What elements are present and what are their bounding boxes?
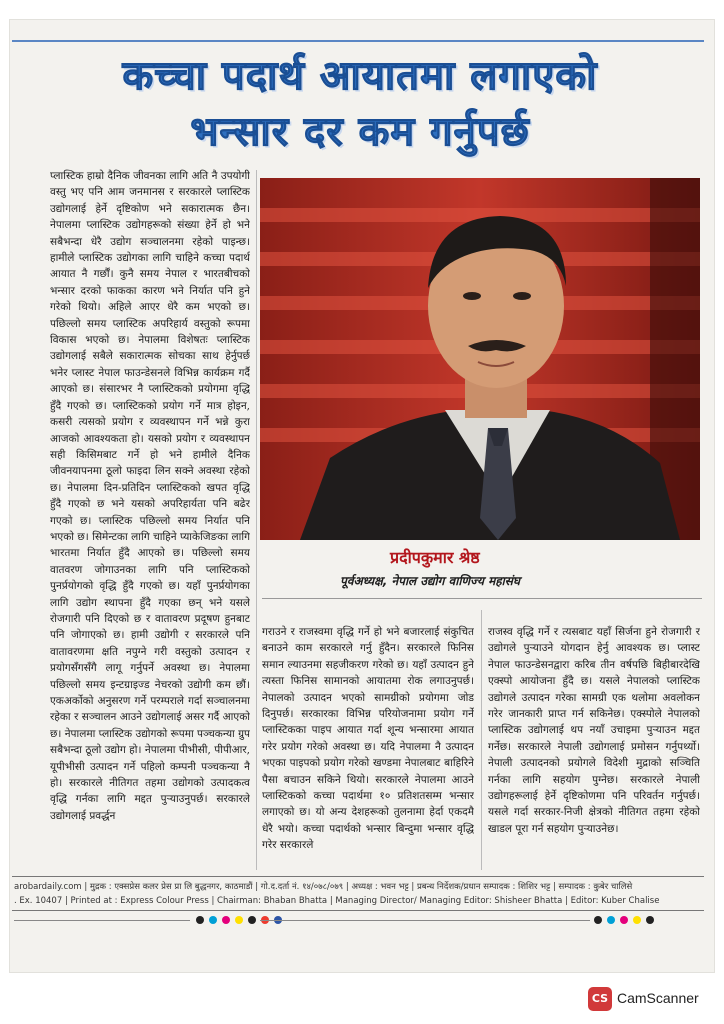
column-divider <box>256 170 257 870</box>
article-column-1: प्लास्टिक हाम्रो दैनिक जीवनका लागि अति नै उपयोगी वस्तु भए पनि आम जनमानस र सरकारले प्लास्टिक उद्योगलाई हेर्ने दृष्टिकोण भने सकारात्मक छैन। नेपालमा प्लास्टिक उद्योगहरूको संख्या हेर्ने हो भने सबैभन्दा धेरै उद्योग सञ्चालनमा रहेको पाइन्छ। हामीले प्लास्टिक उद्योगका लागि चाहिने कच्चा पदार्थ आयात नै गर्छौं। कुनै समय नेपाल र भारतबीचको भन्सार दरको फाकका कारण भने निर्यात पनि हुने गरेको थियो। अहिले आएर धेरै कम भएको छ। पछिल्लो समय प्लास्टिक अपरिहार्य वस्तुको रूपमा विकास भएको छ। नेपालमा विशेषतः प्लास्टिक उद्योगलाई सबैले सकारात्मक सोचका साथ हेर्नुपर्छ भनेर प्लास्ट नेपाल फाउन्डेसनले विभिन्न कार्यक्रम गर्दै आएको छ। संसारभर नै प्लास्टिकको प्रयोगमा वृद्धि हुँदै गएको छ। प्लास्टिकको प्रयोग गर्ने मात्र होइन, कसरी त्यसको प्रयोग र व्यवस्थापन गर्ने भन्ने कुरा आजको आवश्यकता हो। यसको प्रयोग र व्यवस्थापन सही किसिमबाट गर्ने हो भने हामीले दैनिक जीवनयापनमा ठूलो फाइदा लिन सक्ने अवस्था रहेको छ। नेपालमा दिन-प्रतिदिन प्लास्टिकको खपत वृद्धि हुँदै गएको छ भने यसको अपरिहार्यता पनि बढेर गएको छ। प्लास्टिक पछिल्लो समय निर्यात पनि भएको छ। सिमेन्टका लागि चाहिने प्याकेजिङका लागि भारतमा निर्यात हुँदै आएको छ। पछिल्लो समय वातवरण जोगाउनका लागि पनि प्लास्टिकको पुनर्प्रयोगको वृद्धि हुँदै गएको छ। यहाँ पुनर्प्रयोगका लागि उद्योग स्थापना हुँदै गएका छन् भने यसले रोजगारी पनि दिएको छ र वातावरण प्रदूषण हुनबाट पनि जोगाएको छ। हामी उद्योगी र सरकारले पनि वातावरणमा क्षति नपुग्ने गरी वस्तुको उत्पादन र प्रयोगसँगसँगै लागू गर्नुपर्ने अवस्था छ। नेपालमा पछिल्लो समय इन्टग्राइज्ड नेचरको उद्योगी कम छौं। एकअर्कोको अनुसरण गर्ने परम्पराले गर्दा सञ्चालनमा रहेका र सञ्चालन आउने उद्योगलाई असर गर्दै आएको छ। नेपालमा प्लास्टिक उद्योगको रूपमा पञ्चकन्या ग्रुप सबैभन्दा ठूलो उद्योग हो। नेपालमा पीभीसी, पीपीआर, यूपीभीसी उत्पादन गर्ने पहिलो कम्पनी पञ्चकन्या नै हो। सरकारले नीतिगत तहमा उद्योगको उत्पादकत्व वृद्धि गर्नका लागि मद्दत पुऱ्याउनुपर्छ। सरकारले उद्योगलाई प्रवर्द्धन <box>50 170 250 822</box>
caption-rule <box>262 598 702 599</box>
portrait-photo <box>260 178 700 540</box>
registration-line <box>260 920 590 921</box>
column-divider <box>481 610 482 870</box>
caption-name: प्रदीपकुमार श्रेष्ठ <box>390 548 480 567</box>
headline-line-2: भन्सार दर कम गर्नुपर्छ <box>190 109 530 155</box>
article-column-2: गराउने र राजस्वमा वृद्धि गर्ने हो भने बजारलाई संकुचित बनाउने काम सरकारले गर्नु हुँदैन। सरकारले फिनिस समान ल्याउनमा सहजीकरण गरेको छ। यहाँ उत्पादन हुने त्यस्ता फिनिस सामानको आयातमा रोक लगाउनुपर्छ। नेपालको उत्पादन भएको सामग्रीको प्रयोगमा जोड दिनुपर्छ। सरकारका विभिन्न परियोजनामा प्रयोग गर्ने प्लास्टिकका पाइप आयात गर्दा शून्य भन्सारमा आयात गरेर प्रयोग गरेको अवस्था छ। यदि नेपालमा नै उत्पादन भएका पाइपको प्रयोग गरेको खण्डमा नेपालबाट बाहिरिने पैसा बचाउन सकिने थियो। सरकारले नेपालमा आउने प्लास्टिकको कच्चा पदार्थमा १० प्रतिशतसम्म भन्सार लगाएको छ। यो अन्य देशहरूको तुलनामा हेर्दा एकदमै धेरै भयो। कच्चा पदार्थको भन्सार बिन्दुमा भन्सार वृद्धि गरेर सरकारले <box>262 626 474 852</box>
caption-title: पूर्वअध्यक्ष, नेपाल उद्योग वाणिज्य महासंघ <box>340 574 520 588</box>
footer-rule <box>12 910 704 911</box>
camscanner-logo-icon: CS <box>588 987 612 1011</box>
footer-imprint-nepali: arobardaily.com | मुद्रक : एक्सप्रेस कलर प्रेस प्रा लि बुद्धनगर, काठमाडौं | गो.द.दर्ता नं. १४/०७८/०७९ | अध्यक्ष : भवन भट्ट | प्रबन्ध निर्देशक/प्रधान सम्पादक : शिशिर भट्ट | सम्पादक : कुबेर चालिसे <box>14 882 633 892</box>
registration-marks <box>196 916 282 928</box>
footer-rule <box>12 876 704 877</box>
camscanner-brand: CamScanner <box>617 990 699 1006</box>
article-column-3: राजस्व वृद्धि गर्ने र त्यसबाट यहाँ सिर्जना हुने रोजगारी र उद्योगले पुऱ्याउने योगदान हेर्नु आवश्यक छ। प्लास्ट नेपाल फाउन्डेसनद्वारा करिब तीन वर्षपछि बिहीबारदेखि एक्स्पो आयोजना हुँदै छ। यसले नेपालको प्लास्टिक उद्योगले उत्पादन गरेका सामग्री एक थलोमा अवलोकन गरेर जानकारी प्राप्त गर्न सकिनेछ। एक्स्पोले नेपालको प्लास्टिक उद्योगलाई थप नयाँ उचाइमा पुऱ्याउन मद्दत गर्नेछ। सरकारले नेपाली उद्योगलाई प्रमोसन गर्नुपर्थ्यो। नेपाली उत्पादनको प्रयोगले विदेशी मुद्राको सञ्चिति गर्नका लागि सहयोग पुग्नेछ। सरकारले नेपाली उद्योगहरूलाई हेर्ने दृष्टिकोणमा पनि परिवर्तन गर्नुपर्छ। यसले गर्दा सरकार-निजी क्षेत्रको नीतिगत तहमा रहेको खाडल पूरा गर्न सहयोग पुऱ्याउनेछ। <box>488 626 700 835</box>
registration-marks <box>594 916 654 928</box>
top-rule <box>12 40 704 42</box>
registration-line <box>14 920 190 921</box>
footer-imprint-english: . Ex. 10407 | Printed at : Express Colour Press | Chairman: Bhaban Bhatta | Managing Director/ Managing Editor: Shisheer Bhatta | Editor: Kuber Chalise <box>14 896 660 906</box>
headline-line-1: कच्चा पदार्थ आयातमा लगाएको <box>122 53 598 99</box>
